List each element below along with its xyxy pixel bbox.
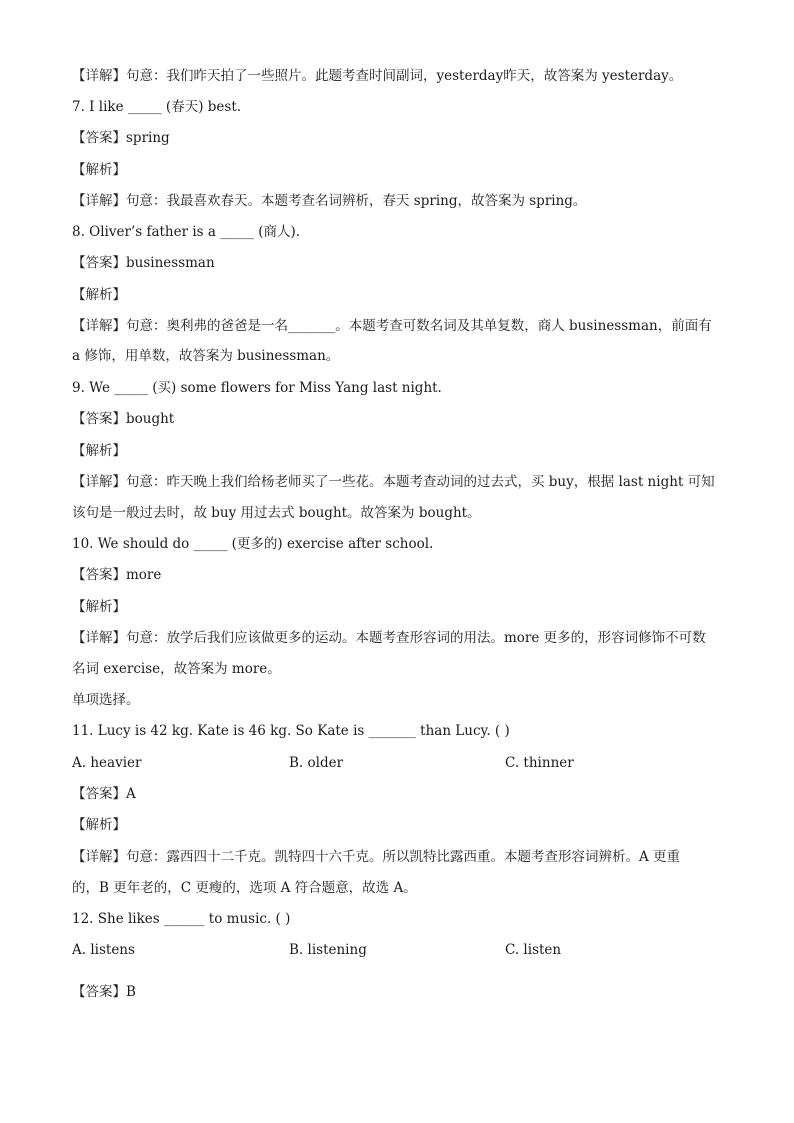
question-10: 10. We should do _____ (更多的) exercise after school. [72,536,434,552]
q11-detail-line-2: 的，B 更年老的，C 更瘦的，选项 A 符合题意，故选 A。 [72,880,417,896]
q11-option-a: A. heavier [72,755,142,771]
q10-answer: 【答案】more [72,567,162,583]
q12-answer: 【答案】B [72,984,136,1000]
q7-detail: 【详解】句意：我最喜欢春天。本题考查名词辨析，春天 spring，故答案为 spring。 [72,193,587,209]
question-7: 7. I like _____ (春天) best. [72,99,242,115]
q12-option-c: C. listen [505,942,562,958]
q9-answer: 【答案】bought [72,411,175,427]
q11-answer: 【答案】A [72,786,136,802]
q6-detail: 【详解】句意：我们昨天拍了一些照片。此题考查时间副词，yesterday昨天，故答案为 yesterday。 [72,68,683,84]
q11-parse-heading: 【解析】 [72,817,126,833]
q10-parse-heading: 【解析】 [72,599,126,615]
q12-option-b: B. listening [289,942,367,958]
q9-detail-line-1: 【详解】句意：昨天晚上我们给杨老师买了一些花。本题考查动词的过去式，买 buy，根据 last night 可知 [72,474,715,490]
q11-detail-line-1: 【详解】句意：露西四十二千克。凯特四十六千克。所以凯特比露西重。本题考查形容词辨析。A 更重 [72,849,681,865]
q12-option-a: A. listens [72,942,135,958]
question-8: 8. Oliver’s father is a _____ (商人). [72,224,301,240]
q9-parse-heading: 【解析】 [72,443,126,459]
q8-answer: 【答案】businessman [72,255,215,271]
q11-option-c: C. thinner [505,755,574,771]
q7-answer: 【答案】spring [72,130,170,146]
q8-parse-heading: 【解析】 [72,287,126,303]
question-9: 9. We _____ (买) some flowers for Miss Yang last night. [72,380,442,396]
q9-detail-line-2: 该句是一般过去时，故 buy 用过去式 bought。故答案为 bought。 [72,505,481,521]
q11-option-b: B. older [289,755,344,771]
q10-detail-line-1: 【详解】句意：放学后我们应该做更多的运动。本题考查形容词的用法。more 更多的，形容词修饰不可数 [72,630,706,646]
q7-parse-heading: 【解析】 [72,162,126,178]
section-heading: 单项选择。 [72,692,140,708]
question-12: 12. She likes ______ to music. ( ) [72,911,291,927]
q8-detail-line-2: a 修饰，用单数，故答案为 businessman。 [72,348,340,364]
question-11: 11. Lucy is 42 kg. Kate is 46 kg. So Kate is _______ than Lucy. ( ) [72,723,510,739]
q10-detail-line-2: 名词 exercise，故答案为 more。 [72,661,281,677]
q8-detail-line-1: 【详解】句意：奥利弗的爸爸是一名_______。本题考查可数名词及其单复数，商人 businessman，前面有 [72,318,712,334]
